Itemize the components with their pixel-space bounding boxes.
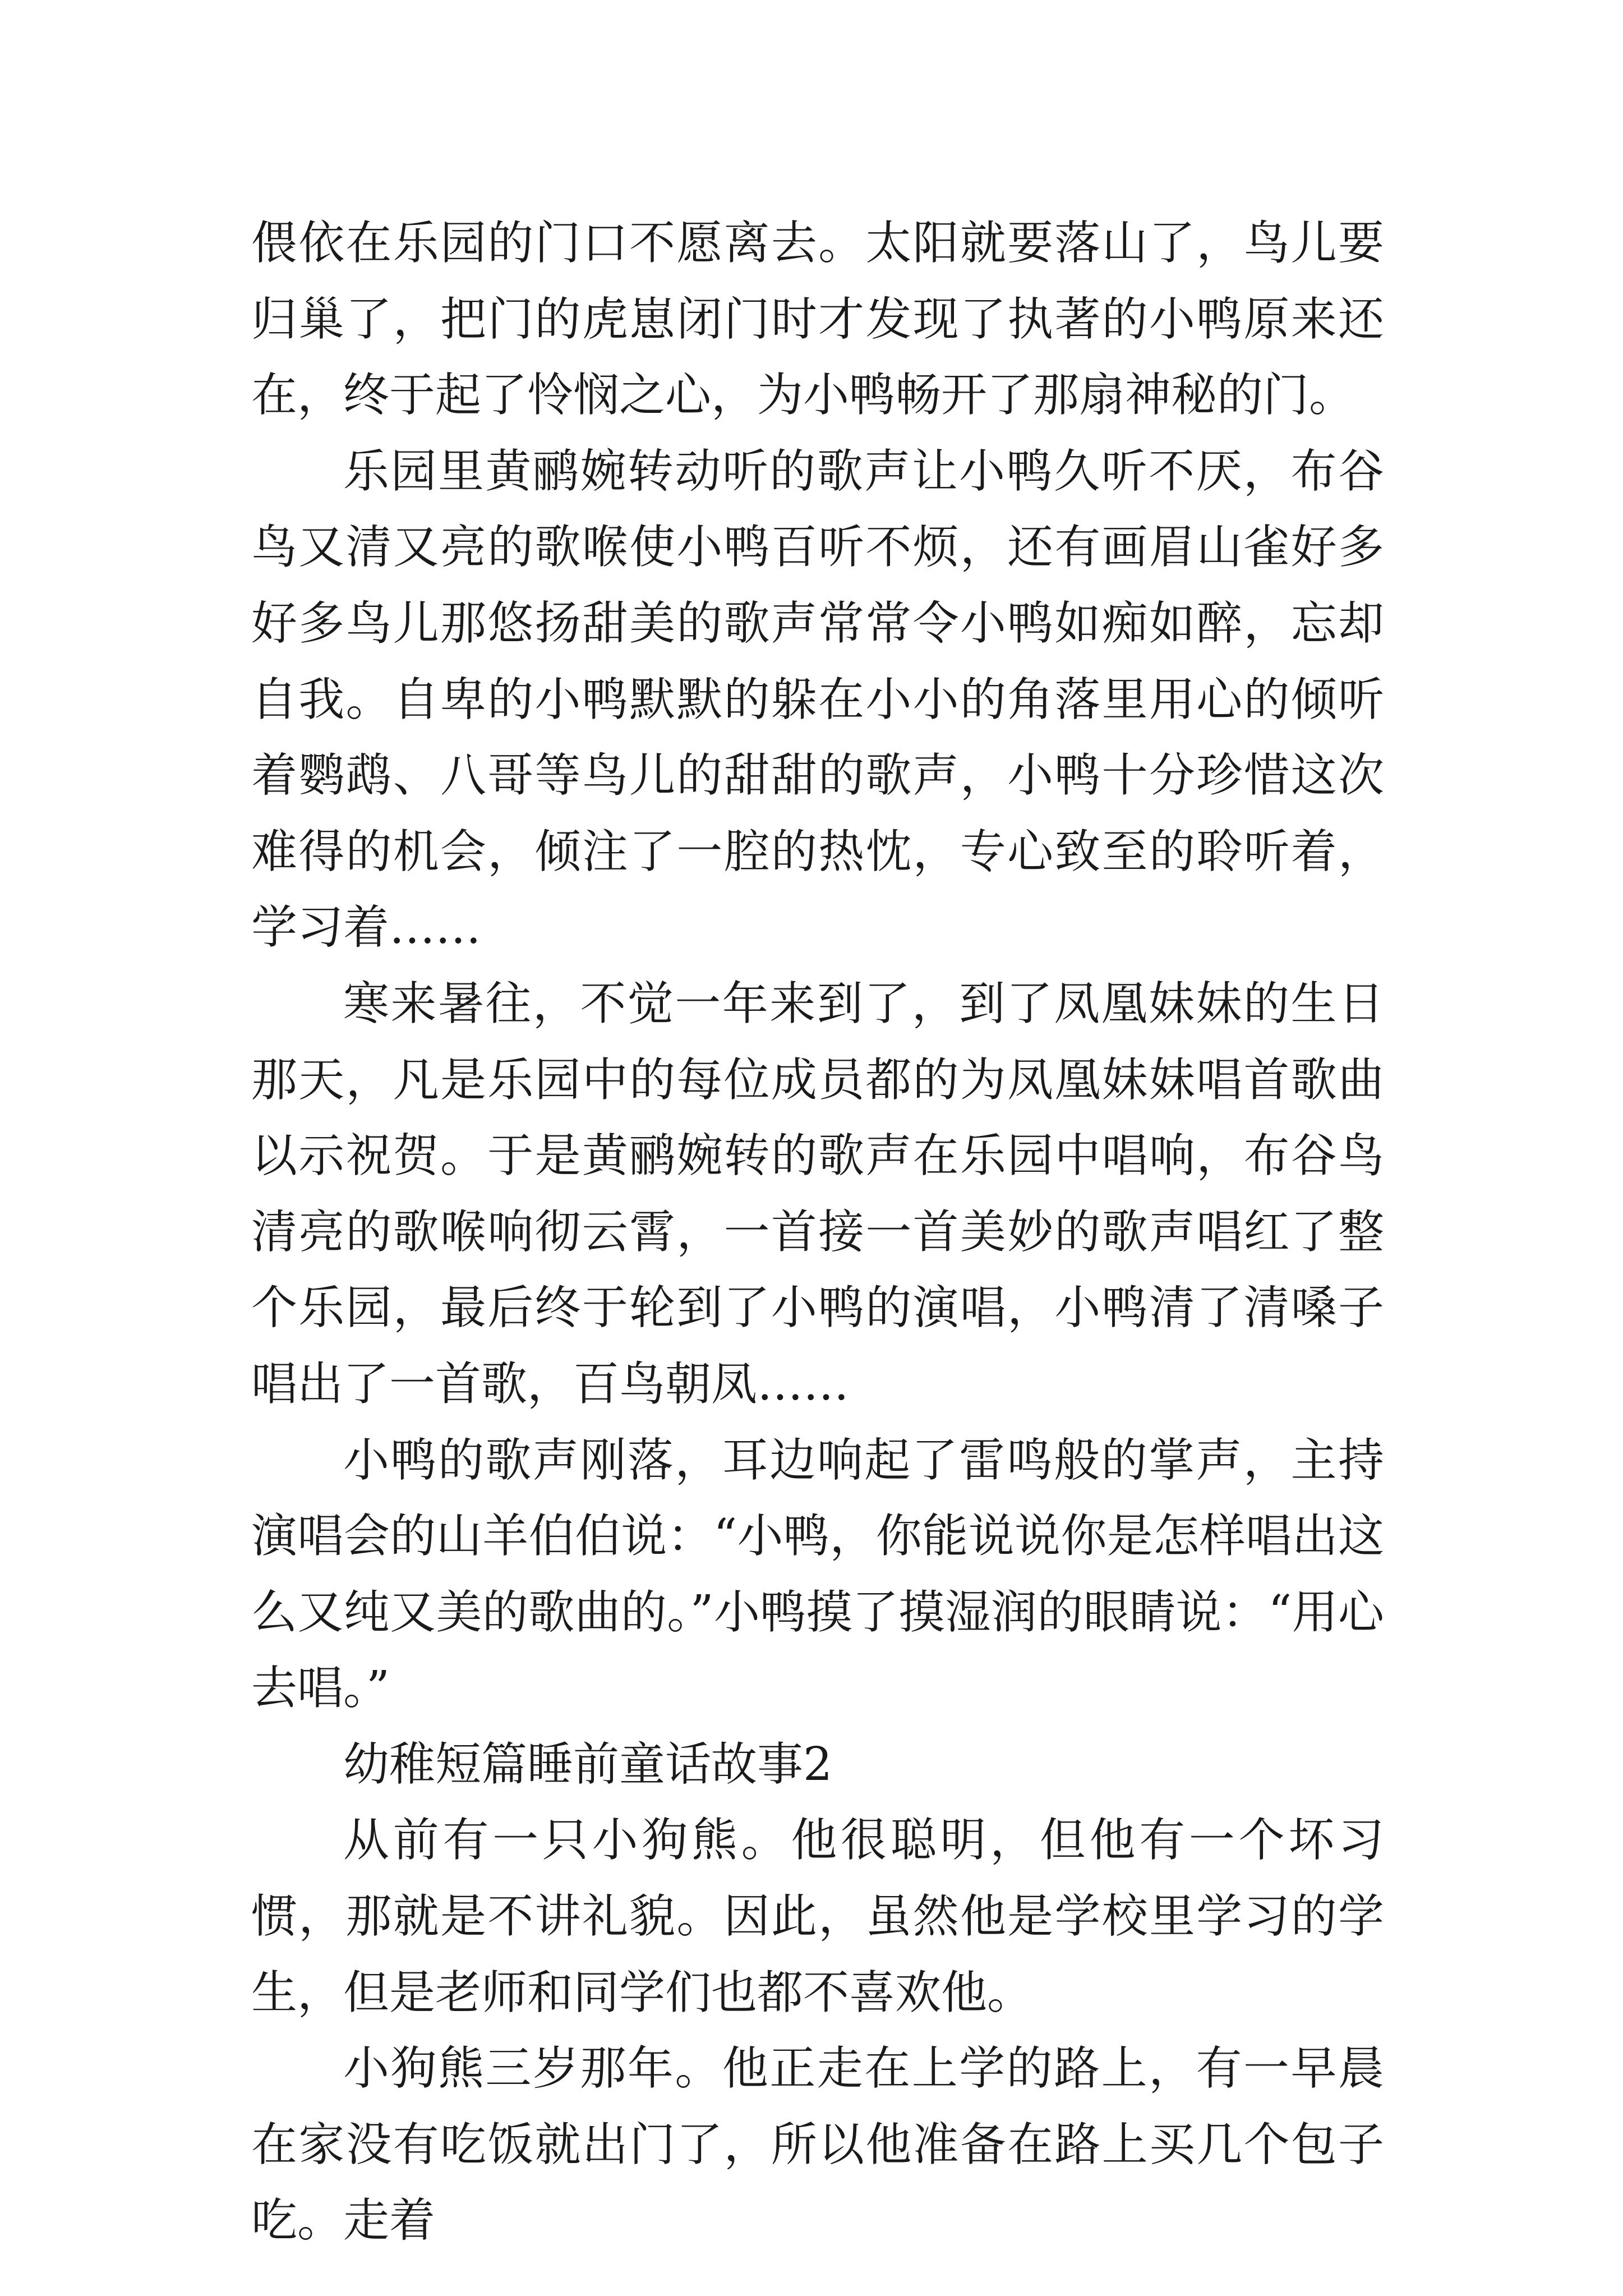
paragraph-3: 寒来暑往，不觉一年来到了，到了凤凰妹妹的生日那天，凡是乐园中的每位成员都的为凤凰妹妹唱首歌曲以示祝贺。于是黄鹂婉转的歌声在乐园中唱响，布谷鸟清亮的歌喉响彻云霄，一首接一首美妙的歌声唱红了整个乐园，最后终于轮到了小鸭的演唱，小鸭清了清嗓子唱出了一首歌，百鸟朝凤…… [251,977,1384,1411]
document-body [251,205,1384,2259]
paragraph-2: 乐园里黄鹂婉转动听的歌声让小鸭久听不厌，布谷鸟又清又亮的歌喉使小鸭百听不烦，还有画眉山雀好多好多鸟儿那悠扬甜美的歌声常常令小鸭如痴如醉，忘却自我。自卑的小鸭默默的躲在小小的角落里用心的倾听着鹦鹉、八哥等鸟儿的甜甜的歌声，小鸭十分珍惜这次难得的机会，倾注了一腔的热忱，专心致至的聆听着，学习着…… [251,444,1384,955]
paragraph-5: 从前有一只小狗熊。他很聪明，但他有一个坏习惯，那就是不讲礼貌。因此，虽然他是学校里学习的学生，但是老师和同学们也都不喜欢他。 [251,1814,1384,2019]
paragraph-6: 小狗熊三岁那年。他正走在上学的路上，有一早晨在家没有吃饭就出门了，所以他准备在路上买几个包子吃。走着 [251,2042,1384,2248]
section-title: 幼稚短篇睡前童话故事2 [343,1737,833,1791]
paragraph-4: 小鸭的歌声刚落，耳边响起了雷鸣般的掌声，主持演唱会的山羊伯伯说：“小鸭，你能说说你是怎样唱出这么又纯又美的歌曲的。”小鸭摸了摸湿润的眼睛说：“用心去唱。” [251,1433,1384,1715]
paragraph-1: 偎依在乐园的门口不愿离去。太阳就要落山了，鸟儿要归巢了，把门的虎崽闭门时才发现了执著的小鸭原来还在，终于起了怜悯之心，为小鸭畅开了那扇神秘的门。 [251,217,1384,422]
